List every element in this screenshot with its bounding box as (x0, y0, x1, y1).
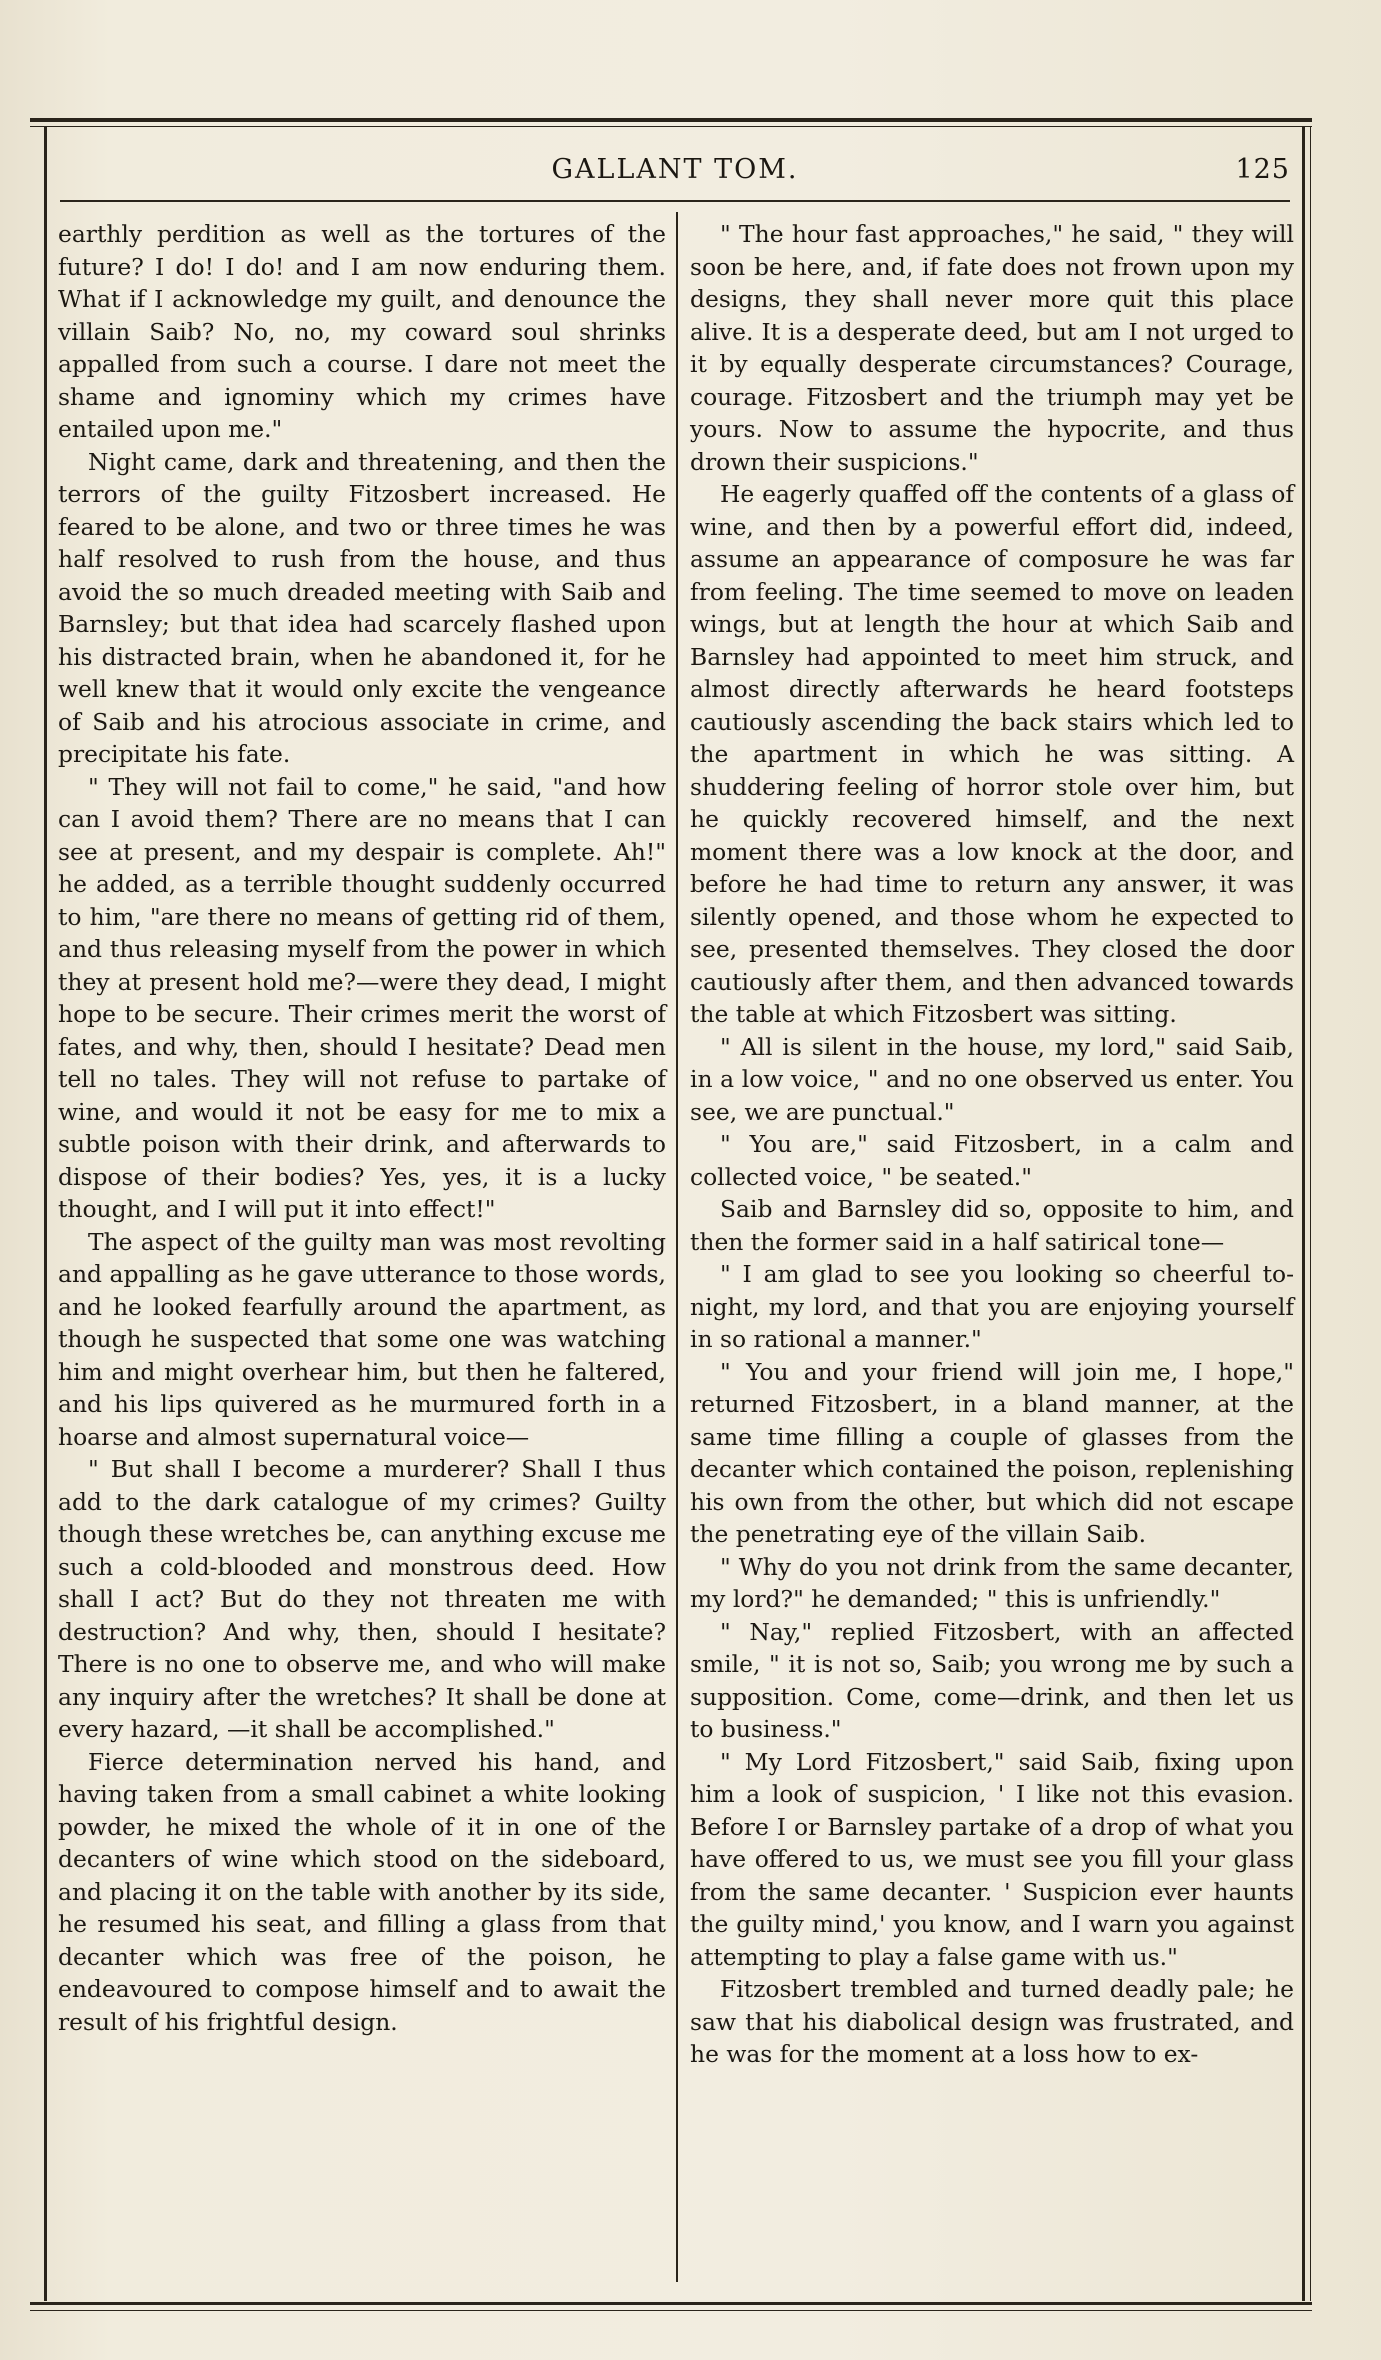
paragraph: " I am glad to see you looking so cheerful to-night, my lord, and that you are enjoying yourself in so rational a manner." (690, 1260, 1294, 1353)
left-column (58, 218, 666, 2038)
top-border-rule (30, 118, 1312, 122)
paragraph: The aspect of the guilty man was most revolting and appalling as he gave utterance to those words, and he looked fearfully around the apartment, as though he suspected that some one was watching him and might overhear him, but then he faltered, and his lips quivered as he murmured forth in a hoarse and almost supernatural voice— (58, 1227, 666, 1451)
paragraph: " They will not fail to come," he said, "and how can I avoid them? There are no means that I can see at present, and my despair is complete. Ah!" he added, as a terrible thought suddenly occurred to him, "are there no means of getting rid of them, and thus releasing myself from the power in which they at present hold me?—were they dead, I might hope to be secure. Their crimes merit the worst of fates, and why, then, should I hesitate? Dead men tell no tales. They will not refuse to partake of wine, and would it not be easy for me to mix a subtle poison with their drink, and afterwards to dispose of their bodies? Yes, yes, it is a lucky thought, and I will put it into effect!" (58, 772, 666, 1223)
paragraph: " Why do you not drink from the same decanter, my lord?" he demanded; " this is unfriendly." (690, 1552, 1294, 1613)
bottom-border-rule-thin (30, 2310, 1312, 2311)
paragraph: earthly perdition as well as the tortures of the future? I do! I do! and I am now enduring them. What if I acknowledge my guilt, and denounce the villain Saib? No, no, my coward soul shrinks appalled from such a course. I dare not meet the shame and ignominy which my crimes have entailed upon me." (58, 220, 666, 443)
right-column (690, 218, 1294, 2071)
left-border-rule (44, 126, 47, 2301)
paragraph: " Nay," replied Fitzosbert, with an affected smile, " it is not so, Saib; you wrong me by such a supposition. Come, come—drink, and then let us to business." (690, 1617, 1294, 1743)
header-rule (60, 200, 1290, 202)
paragraph: Fierce determination nerved his hand, and having taken from a small cabinet a white looking powder, he mixed the whole of it in one of the decanters of wine which stood on the sideboard, and placing it on the table with another by its side, he resumed his seat, and filling a glass from that decanter which was free of the poison, he endeavoured to compose himself and to await the result of his frightful design. (58, 1747, 666, 2036)
paragraph: Saib and Barnsley did so, opposite to him, and then the former said in a half satirical tone— (690, 1195, 1294, 1256)
paragraph: " All is silent in the house, my lord," said Saib, in a low voice, " and no one observed us enter. You see, we are punctual." (690, 1032, 1294, 1126)
bottom-border-rule (30, 2302, 1312, 2305)
paragraph: Night came, dark and threatening, and then the terrors of the guilty Fitzosbert increased. He feared to be alone, and two or three times he was half resolved to rush from the house, and thus avoid the so much dreaded meeting with Saib and Barnsley; but that idea had scarcely flashed upon his distracted brain, when he abandoned it, for he well knew that it would only excite the vengeance of Saib and his atrocious associate in crime, and precipitate his fate. (58, 447, 666, 768)
running-title: GALLANT TOM. (551, 154, 799, 185)
paragraph: Fitzosbert trembled and turned deadly pale; he saw that his diabolical design was frustrated, and he was for the moment at a loss how to ex- (690, 1975, 1294, 2068)
right-border-rule (1302, 126, 1305, 2301)
right-border-rule-thin (1310, 126, 1311, 2301)
top-border-rule-thin (30, 126, 1312, 127)
paragraph: " The hour fast approaches," he said, " they will soon be here, and, if fate does not frown upon my designs, they shall never more quit this place alive. It is a desperate deed, but am I not urged to it by equally desperate circumstances? Courage, courage. Fitzosbert and the triumph may yet be yours. Now to assume the hypocrite, and thus drown their suspicions." (690, 220, 1294, 476)
paragraph: " You are," said Fitzosbert, in a calm and collected voice, " be seated." (690, 1130, 1294, 1191)
running-head (60, 150, 1290, 190)
paragraph: " But shall I become a murderer? Shall I thus add to the dark catalogue of my crimes? Guilty though these wretches be, can anything excuse me such a cold-blooded and monstrous deed. How shall I act? But do they not threaten me with destruction? And why, then, should I hesitate? There is no one to observe me, and who will make any inquiry after the wretches? It shall be done at every hazard, —it shall be accomplished." (58, 1455, 666, 1743)
paragraph: " My Lord Fitzosbert," said Saib, fixing upon him a look of suspicion, ' I like not this evasion. Before I or Barnsley partake of a drop of what you have offered to us, we must see you fill your glass from the same decanter. ' Suspicion ever haunts the guilty mind,' you know, and I warn you against attempting to play a false game with us." (690, 1747, 1294, 1971)
column-divider (676, 212, 678, 2282)
page-number: 125 (1235, 154, 1290, 185)
paragraph: " You and your friend will join me, I hope," returned Fitzosbert, in a bland manner, at the same time filling a couple of glasses from the decanter which contained the poison, replenishing his own from the other, but which did not escape the penetrating eye of the villain Saib. (690, 1357, 1294, 1548)
paragraph: He eagerly quaffed off the contents of a glass of wine, and then by a powerful effort did, indeed, assume an appearance of composure he was far from feeling. The time seemed to move on leaden wings, but at length the hour at which Saib and Barnsley had appointed to meet him struck, and almost directly afterwards he heard footsteps cautiously ascending the back stairs which led to the apartment in which he was sitting. A shuddering feeling of horror stole over him, but he quickly recovered himself, and the next moment there was a low knock at the door, and before he had time to return any answer, it was silently opened, and those whom he expected to see, presented themselves. They closed the door cautiously after them, and then advanced towards the table at which Fitzosbert was sitting. (690, 480, 1294, 1028)
